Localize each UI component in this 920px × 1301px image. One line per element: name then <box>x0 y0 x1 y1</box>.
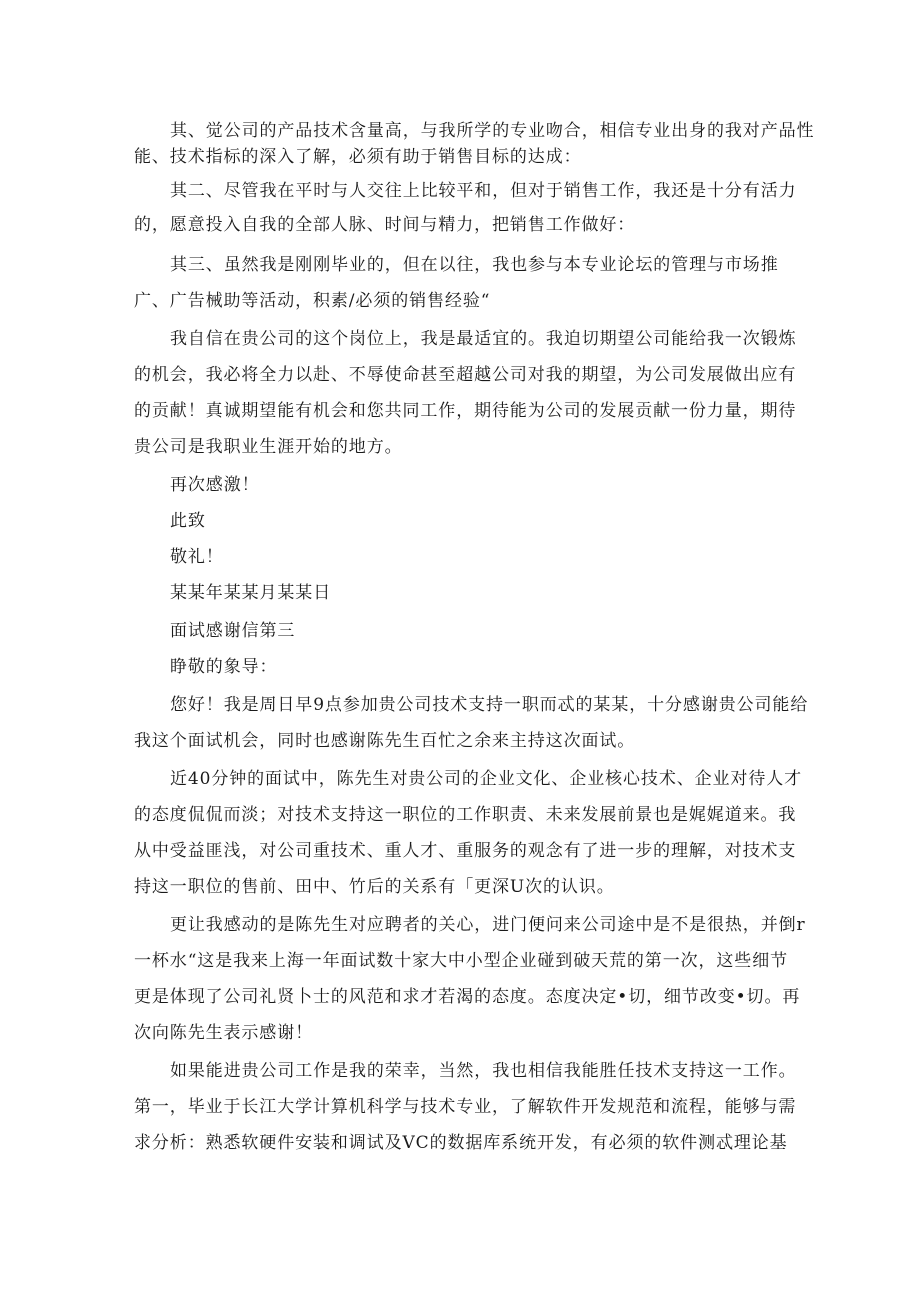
text-line: 我这个面试机会，同时也感谢陈先生百忙之余来主持这次面试。 <box>134 731 636 751</box>
text-line: 的态度侃侃而淡；对技术支持这一职位的工作职责、未来发展前景也是娓娓道来。我 <box>134 805 797 825</box>
text-line: 一杯水“这是我来上海一年面试数十家大中小型企业碰到破天荒的第一次，这些细节 <box>134 951 788 971</box>
text-line: 更让我感动的是陈先生对应聘者的关心，进门便问来公司途中是不是很热，并倒r <box>170 915 806 935</box>
text-line: 广、广告械助等活动，积素/必须的销售经验“ <box>134 291 491 311</box>
text-line: 我自信在贵公司的这个岗位上，我是最适宜的。我迫切期望公司能给我一次锻炼 <box>170 329 797 349</box>
text-line: 第一，毕业于长江大学计算机科学与技术专业，了解软件开发规范和流程，能够与需 <box>134 1097 797 1117</box>
text-line: 敬礼！ <box>170 547 224 567</box>
text-line: 睁敬的象导： <box>170 657 278 677</box>
text-line: 其二、尽管我在平时与人交往上比较平和，但对于销售工作，我还是十分有活力 <box>170 181 797 201</box>
text-line: 您好！我是周日早9点参加贵公司技术支持一职而忒的某某，十分感谢贵公司能给 <box>170 695 809 715</box>
text-line: 更是体现了公司礼贤卜士的风范和求才若渴的态度。态度决定•切，细节改变•切。再 <box>134 987 801 1007</box>
text-line: 再次感激！ <box>170 475 260 495</box>
text-line: 此致 <box>170 511 206 531</box>
text-line: 其、觉公司的产品技术含量高，与我所学的专业吻合，相信专业出身的我对产品性 <box>170 121 815 141</box>
text-line: 能、技术指标的深入了解，必须有助于销售目标的达成： <box>134 147 582 167</box>
text-line: 持这一职位的售前、田中、竹后的关系有「更深U次的认识。 <box>134 877 615 897</box>
text-line: 求分析：熟悉软硬件安装和调试及VC的数据库系统开发，有必须的软件测忒理论基 <box>134 1133 788 1153</box>
text-line: 的机会，我必将全力以赴、不辱使命甚至超越公司对我的期望，为公司发展做出应有 <box>134 365 797 385</box>
text-line: 从中受益匪浅，对公司重技术、重人才、重服务的观念有了进一步的理解，对技术支 <box>134 841 797 861</box>
text-line: 面试感谢信第三 <box>170 621 296 641</box>
text-line: 如果能进贵公司工作是我的荣幸，当然，我也相信我能胜任技术支持这一工作。 <box>170 1061 797 1081</box>
text-line: 近40分钟的面试中，陈先生对贵公司的企业文化、企业核心技术、企业对待人才 <box>170 769 803 789</box>
text-line: 次向陈先生表示感谢！ <box>134 1023 313 1043</box>
text-line: 某某年某某月某某日 <box>170 583 332 603</box>
text-line: 其三、虽然我是刚刚毕业的，但在以往，我也参与本专业论坛的管理与市场推 <box>170 255 779 275</box>
text-line: 的，愿意投入自我的全部人脉、时间与精力，把销售工作做好： <box>134 215 636 235</box>
text-line: 贵公司是我职业生涯开始的地方。 <box>134 437 403 457</box>
text-line: 的贡献！真诚期望能有机会和您共同工作，期待能为公司的发展贡献一份力量，期待 <box>134 401 797 421</box>
